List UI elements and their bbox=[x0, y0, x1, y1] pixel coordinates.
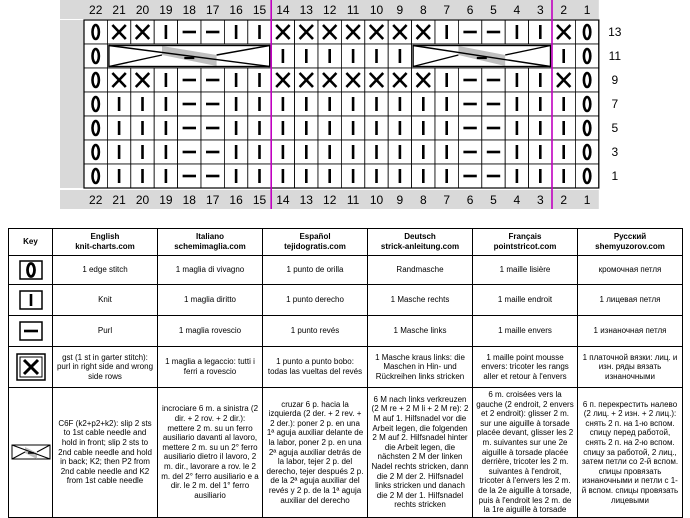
stitch-number-top: 3 bbox=[536, 3, 544, 17]
stitch-number-top: 13 bbox=[299, 3, 313, 17]
legend-row-edge-stitch bbox=[9, 256, 683, 285]
stitch-number-bottom: 19 bbox=[159, 193, 173, 207]
stitch-number-top: 16 bbox=[229, 3, 243, 17]
lang-header-it bbox=[158, 229, 263, 256]
legend-text: gst (1 st in garter stitch): purl in right side and wrong side rows bbox=[53, 347, 158, 388]
legend-text: 1 maglia rovescio bbox=[158, 316, 263, 347]
lang-site: schemimaglia.com bbox=[174, 242, 246, 251]
stitch-number-bottom: 9 bbox=[396, 193, 404, 207]
row-number: 5 bbox=[611, 121, 619, 135]
key-cell bbox=[9, 256, 53, 285]
legend-text: 1 лицевая петля bbox=[578, 285, 683, 316]
lang-name: Español bbox=[299, 232, 331, 242]
key-cell bbox=[9, 388, 53, 518]
legend-text: C6F (k2+p2+k2): slip 2 sts to 1st cable needle and hold in front; slip 2 sts to 2nd cable needle and hold in back; K2; then P2 from 2nd cable needle and K2 from 1st cable needle bbox=[53, 388, 158, 518]
stitch-number-bottom: 8 bbox=[419, 193, 427, 207]
stitch-number-bottom: 15 bbox=[252, 193, 267, 207]
lang-name: Français bbox=[508, 232, 542, 242]
lang-header-es bbox=[263, 229, 368, 256]
legend-text: 1 maille endroit bbox=[473, 285, 578, 316]
key-cell bbox=[9, 347, 53, 388]
stitch-number-top: 8 bbox=[419, 3, 427, 17]
stitch-number-top: 22 bbox=[89, 3, 103, 17]
chart-cell bbox=[575, 164, 598, 188]
legend-text: 6 m. croisées vers la gauche (2 endroit, 2 envers et 2 endroit): glisser 2 m. sur une aiguille à torsade placée devant, glisser les 2 m. suivantes sur une 2e aiguille à torsade placée derrière, tricoter les 2 m. suivantes à l'endroit, tricoter à l'envers les 2 m. de la 2e aiguille à torsade, puis à l'endroit les 2 m. de la 1re aiguille à torsade bbox=[473, 388, 578, 518]
chart-cell bbox=[575, 20, 598, 44]
key-cell bbox=[9, 316, 53, 347]
chart-cell bbox=[84, 68, 107, 92]
legend-text: incrociare 6 m. a sinistra (2 dir. + 2 rov. + 2 dir.): mettere 2 m. su un ferro ausiliario davanti al lavoro, mettere 2 m. su un 2° ferro ausiliario dietro il lavoro, 2 m. dir., lavorare a rov. le 2 m. del 2° ferro ausiliario e a dir. le 2 m. del 1° ferro ausiliario bbox=[158, 388, 263, 518]
legend-header-row bbox=[9, 229, 683, 256]
stitch-number-top: 17 bbox=[206, 3, 220, 17]
cable-c6f-icon bbox=[11, 444, 51, 460]
lang-site: tejidogratis.com bbox=[284, 242, 346, 251]
stitch-number-top: 20 bbox=[135, 3, 150, 17]
lang-header-en bbox=[53, 229, 158, 256]
stitch-number-top: 15 bbox=[252, 3, 267, 17]
stitch-number-top: 4 bbox=[513, 3, 521, 17]
chart-cell bbox=[575, 44, 598, 68]
lang-site: knit-charts.com bbox=[75, 242, 135, 251]
lang-header-ru bbox=[578, 229, 683, 256]
chart-cell bbox=[84, 20, 107, 44]
lang-site: strick-anleitung.com bbox=[380, 242, 460, 251]
left-margin bbox=[60, 20, 84, 188]
legend-row-garter bbox=[9, 347, 683, 388]
stitch-number-top: 10 bbox=[369, 3, 384, 17]
legend-text: Knit bbox=[53, 285, 158, 316]
stitch-number-top: 19 bbox=[159, 3, 173, 17]
legend-text: 1 maille envers bbox=[473, 316, 578, 347]
legend-text: 1 maille lisière bbox=[473, 256, 578, 285]
lang-name: Русский bbox=[613, 232, 647, 242]
stitch-number-top: 18 bbox=[182, 3, 196, 17]
legend-text: 1 Masche kraus links: die Maschen in Hin- und Rückreihen links stricken bbox=[368, 347, 473, 388]
chart-cell bbox=[84, 92, 107, 116]
stitch-number-bottom: 10 bbox=[369, 193, 384, 207]
legend-text: 1 платочной вязки: лиц. и изн. ряды вязать изнаночными bbox=[578, 347, 683, 388]
legend-text: 1 Masche rechts bbox=[368, 285, 473, 316]
legend-text: 1 maille point mousse envers: tricoter les rangs aller et retour à l'envers bbox=[473, 347, 578, 388]
stitch-number-bottom: 1 bbox=[583, 193, 591, 207]
row-number: 1 bbox=[611, 169, 619, 183]
lang-site: shemyuzorov.com bbox=[595, 242, 665, 251]
stitch-number-top: 2 bbox=[560, 3, 568, 17]
stitch-number-top: 6 bbox=[466, 3, 474, 17]
chart-cell bbox=[84, 164, 107, 188]
row-number: 3 bbox=[611, 145, 619, 159]
edge-stitch-icon bbox=[19, 260, 43, 280]
stitch-number-bottom: 13 bbox=[299, 193, 313, 207]
stitch-number-top: 5 bbox=[490, 3, 497, 17]
legend-row-cable bbox=[9, 388, 683, 518]
stitch-number-bottom: 5 bbox=[490, 193, 497, 207]
legend-text: 1 изнаночная петля bbox=[578, 316, 683, 347]
chart-cell bbox=[575, 92, 598, 116]
stitch-number-bottom: 12 bbox=[323, 193, 337, 207]
stitch-number-bottom: 11 bbox=[346, 193, 360, 207]
legend-text: Purl bbox=[53, 316, 158, 347]
stitch-number-bottom: 16 bbox=[229, 193, 243, 207]
row-number: 13 bbox=[608, 25, 622, 39]
stitch-number-bottom: 6 bbox=[466, 193, 474, 207]
stitch-number-bottom: 14 bbox=[276, 193, 290, 207]
legend-text: 1 punto derecho bbox=[263, 285, 368, 316]
stitch-number-bottom: 21 bbox=[112, 193, 126, 207]
purl-icon bbox=[19, 321, 43, 341]
key-cell bbox=[9, 285, 53, 316]
stitch-number-bottom: 22 bbox=[89, 193, 103, 207]
stitch-number-top: 7 bbox=[443, 3, 451, 17]
lang-name: Deutsch bbox=[404, 232, 436, 242]
chart-cell bbox=[575, 140, 598, 164]
lang-header-fr bbox=[473, 229, 578, 256]
stitch-number-top: 1 bbox=[583, 3, 591, 17]
legend-text: 6 M nach links verkreuzen (2 M re + 2 M li + 2 M re): 2 M auf 1. Hilfsnadel vor die Arbeit legen, die folgenden 2 M auf 2. Hilfsnadel hinter die Arbeit legen, die nächsten 2 M der linken Nadel rechts stricken, dann die 2 M der 2. Hilfsnadel links stricken und danach die 2 M der 1. Hilfsnadel rechts stricken bbox=[368, 388, 473, 518]
legend-row-purl bbox=[9, 316, 683, 347]
chart-cell bbox=[575, 116, 598, 140]
legend-text: 1 punto a punto bobo: todas las vueltas del revés bbox=[263, 347, 368, 388]
stitch-number-top: 12 bbox=[323, 3, 337, 17]
stitch-number-bottom: 18 bbox=[182, 193, 196, 207]
knitting-chart bbox=[0, 0, 690, 222]
lang-site: pointstricot.com bbox=[493, 242, 557, 251]
legend-text: кромочная петля bbox=[578, 256, 683, 285]
stitch-number-bottom: 3 bbox=[536, 193, 544, 207]
row-number: 11 bbox=[608, 49, 622, 63]
stitch-number-top: 14 bbox=[276, 3, 290, 17]
legend-text: 1 edge stitch bbox=[53, 256, 158, 285]
chart-cell bbox=[84, 116, 107, 140]
legend-text: 6 п. перекрестить налево (2 лиц. + 2 изн. + 2 лиц.): снять 2 п. на 1-ю вспом. спицу перед работой, снять 2 п. на 2-ю вспом. спицу за работой, 2 лиц., затем петли со 2-й вспом. спицы провязать изнаночными и петли с 1-й вспом. спицы провязать лицевыми bbox=[578, 388, 683, 518]
chart-cell bbox=[575, 68, 598, 92]
garter-stitch-icon bbox=[16, 353, 46, 381]
row-number: 7 bbox=[611, 97, 619, 111]
stitch-number-bottom: 20 bbox=[135, 193, 150, 207]
legend-text: 1 punto revés bbox=[263, 316, 368, 347]
chart-cell bbox=[84, 140, 107, 164]
row-number: 9 bbox=[611, 73, 619, 87]
stitch-number-bottom: 7 bbox=[443, 193, 451, 207]
stitch-number-bottom: 17 bbox=[206, 193, 220, 207]
legend-text: cruzar 6 p. hacia la izquierda (2 der. + 2 rev. + 2 der.): poner 2 p. en una 1ª aguja auxiliar delante de la labor, poner 2 p. en una 2ª aguja auxiliar detrás de la labor, tejer 2 p. del derecho, tejer después 2 p. de la 2ª aguja auxiliar del revés y 2 p. de la 1ª aguja auxiliar del derecho bbox=[263, 388, 368, 518]
stitch-number-bottom: 2 bbox=[560, 193, 568, 207]
legend-table bbox=[8, 228, 683, 518]
stitch-number-top: 9 bbox=[396, 3, 404, 17]
legend-text: Randmasche bbox=[368, 256, 473, 285]
lang-header-de bbox=[368, 229, 473, 256]
legend-text: 1 maglia a legaccio: tutti i ferri a rovescio bbox=[158, 347, 263, 388]
key-header: Key bbox=[9, 229, 53, 256]
stitch-number-bottom: 4 bbox=[513, 193, 521, 207]
legend-text: 1 Masche links bbox=[368, 316, 473, 347]
knit-icon bbox=[19, 290, 43, 310]
stitch-number-top: 11 bbox=[346, 3, 360, 17]
stitch-number-top: 21 bbox=[112, 3, 126, 17]
lang-name: English bbox=[90, 232, 120, 242]
legend-row-knit bbox=[9, 285, 683, 316]
legend-text: 1 punto de orilla bbox=[263, 256, 368, 285]
lang-name: Italiano bbox=[195, 232, 224, 242]
legend-text: 1 maglia di vivagno bbox=[158, 256, 263, 285]
legend-text: 1 maglia diritto bbox=[158, 285, 263, 316]
chart-cell bbox=[84, 44, 107, 68]
